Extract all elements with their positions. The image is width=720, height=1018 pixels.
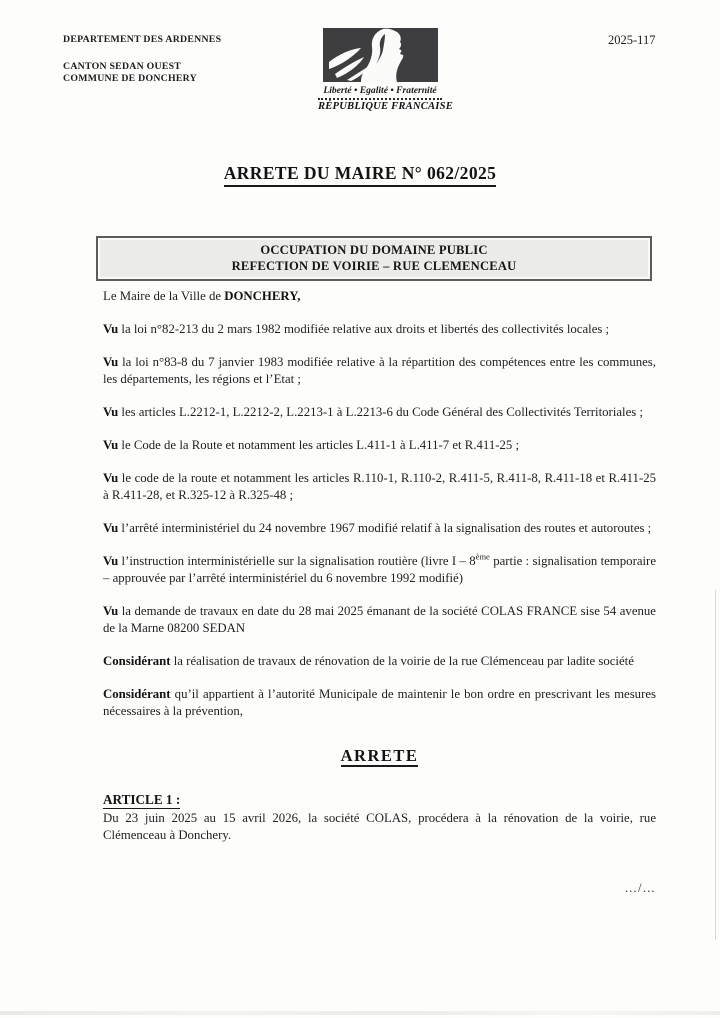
french-republic-logo [318, 28, 453, 112]
recital: Considérant la réalisation de travaux de rénovation de la voirie de la rue Clémenceau par ladite société [103, 654, 634, 668]
recital: Vu l’instruction interministérielle sur la signalisation routière (livre I – 8ème partie : signalisation temporaire – approuvée par l’arrêté interministériel du 6 novembre 1992 modifié) [103, 551, 657, 585]
recital: Vu le Code de la Route et notamment les articles L.411-1 à L.411-7 et R.411-25 ; [103, 438, 520, 452]
article-1-heading: ARTICLE 1 : [103, 792, 181, 807]
scan-artifact-right [715, 590, 716, 940]
recital: Vu l’arrêté interministériel du 24 novembre 1967 modifié relatif à la signalisation des routes et autoroutes ; [103, 521, 652, 535]
subject-line-2: REFECTION DE VOIRIE – RUE CLEMENCEAU [231, 259, 517, 273]
recital: Vu les articles L.2212-1, L.2212-2, L.2213-1 à L.2213-6 du Code Général des Collectivités Territoriales ; [103, 405, 644, 419]
document-title: ARRETE DU MAIRE N° 062/2025 [0, 163, 720, 187]
intro-paragraph: Le Maire de la Ville de DONCHERY, [103, 289, 301, 303]
recital: Vu le code de la route et notamment les articles R.110-1, R.110-2, R.411-5, R.411-8, R.411-18 et R.411-25 à R.411-28, et R.325-12 à R.325-48 ; [103, 471, 657, 502]
page-continuation-mark: …/… [624, 881, 656, 895]
ordinal-superscript: ème [475, 551, 490, 562]
scan-artifact-bottom [0, 1011, 720, 1015]
article-1-section [103, 791, 656, 844]
header-authority-block [63, 34, 221, 86]
recital: Vu la demande de travaux en date du 28 mai 2025 émanant de la société COLAS FRANCE sise 54 avenue de la Marne 08200 SEDAN [103, 604, 656, 635]
subject-box [96, 236, 652, 281]
canton-name: CANTON SEDAN OUEST [63, 60, 182, 72]
decision-heading: ARRETE [340, 746, 419, 765]
logo-motto: Liberté • Egalité • Fraternité [323, 85, 437, 96]
department-name: DEPARTEMENT DES ARDENNES [63, 34, 222, 45]
commune-name-bold: DONCHERY, [224, 289, 301, 303]
marianne-logo-icon [323, 28, 438, 82]
logo-separator [318, 98, 442, 100]
recital: Vu la loi n°83-8 du 7 janvier 1983 modifiée relative à la répartition des compétences entre les communes, les départements, les régions et l’Etat ; [103, 355, 656, 386]
subject-line-1: OCCUPATION DU DOMAINE PUBLIC [260, 243, 488, 257]
document-body [103, 288, 656, 897]
logo-country-name: RÉPUBLIQUE FRANCAISE [318, 101, 453, 112]
recital: Vu la loi n°82-213 du 2 mars 1982 modifiée relative aux droits et libertés des collectivités locales ; [103, 322, 610, 336]
article-1-body: Du 23 juin 2025 au 15 avril 2026, la société COLAS, procédera à la rénovation de la voirie, rue Clémenceau à Donchery. [103, 811, 656, 842]
document-reference-number: 2025-117 [608, 33, 656, 47]
commune-name: COMMUNE DE DONCHERY [63, 73, 197, 84]
recital: Considérant qu’il appartient à l’autorité Municipale de maintenir le bon ordre en prescrivant les mesures nécessaires à la prévention, [103, 687, 657, 718]
